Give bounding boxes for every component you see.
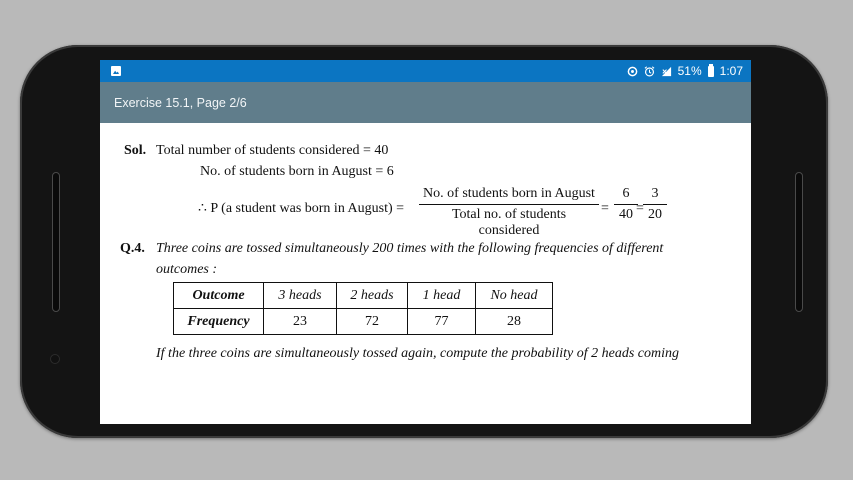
app-toolbar — [100, 82, 751, 123]
document-page — [114, 138, 736, 366]
table-cell: 72 — [337, 309, 408, 335]
table-cell: Frequency — [174, 309, 264, 335]
table-cell: 77 — [408, 309, 476, 335]
fraction-numerator: No. of students born in August — [423, 186, 595, 201]
page-title: Exercise 15.1, Page 2/6 — [114, 96, 247, 110]
fraction-6-40 — [614, 186, 638, 223]
data-saver-icon — [627, 66, 638, 77]
equals-sign-2: = — [636, 201, 644, 216]
equals-sign-1: = — [601, 201, 609, 216]
table-row — [174, 309, 553, 335]
sol-label: Sol. — [124, 143, 147, 158]
solution-line-2: No. of students born in August = 6 — [200, 164, 394, 179]
probability-expression: ∴ P (a student was born in August) = — [198, 201, 405, 216]
solution-line-1: Total number of students considered = 40 — [156, 143, 389, 158]
fraction-students — [419, 186, 599, 239]
phone-screen — [100, 60, 751, 424]
right-side-button — [795, 172, 803, 312]
question-text-line-3: If the three coins are simultaneously tossed again, compute the probability of 2 heads coming — [156, 346, 679, 361]
table-row — [174, 283, 553, 309]
document-viewer[interactable] — [100, 123, 751, 424]
frequency-table — [173, 282, 553, 335]
question-text-line-1: Three coins are tossed simultaneously 200 times with the following frequencies of different — [156, 241, 664, 256]
alarm-icon — [644, 66, 655, 77]
signal-icon — [661, 66, 672, 77]
table-cell: 23 — [264, 309, 337, 335]
table-header-cell: 3 heads — [264, 283, 337, 309]
question-text-line-2: outcomes : — [156, 262, 218, 277]
home-sensor-dot — [50, 354, 60, 364]
fraction-20-den: 20 — [648, 207, 662, 222]
battery-percent: 51% — [677, 64, 702, 78]
status-icons — [627, 64, 743, 78]
table-cell: 28 — [476, 309, 553, 335]
status-time: 1:07 — [719, 64, 743, 78]
fraction-40-den: 40 — [619, 207, 633, 222]
image-icon — [111, 66, 121, 76]
fraction-3-num: 3 — [651, 186, 659, 201]
table-header-cell: Outcome — [174, 283, 264, 309]
left-side-button — [52, 172, 60, 312]
table-header-cell: 1 head — [408, 283, 476, 309]
battery-icon — [708, 66, 714, 77]
table-header-cell: 2 heads — [337, 283, 408, 309]
question-label: Q.4. — [120, 241, 145, 256]
fraction-6-num: 6 — [622, 186, 630, 201]
table-header-cell: No head — [476, 283, 553, 309]
status-bar — [100, 60, 751, 82]
fraction-denominator: Total no. of students considered — [451, 207, 567, 238]
fraction-3-20 — [643, 186, 667, 223]
